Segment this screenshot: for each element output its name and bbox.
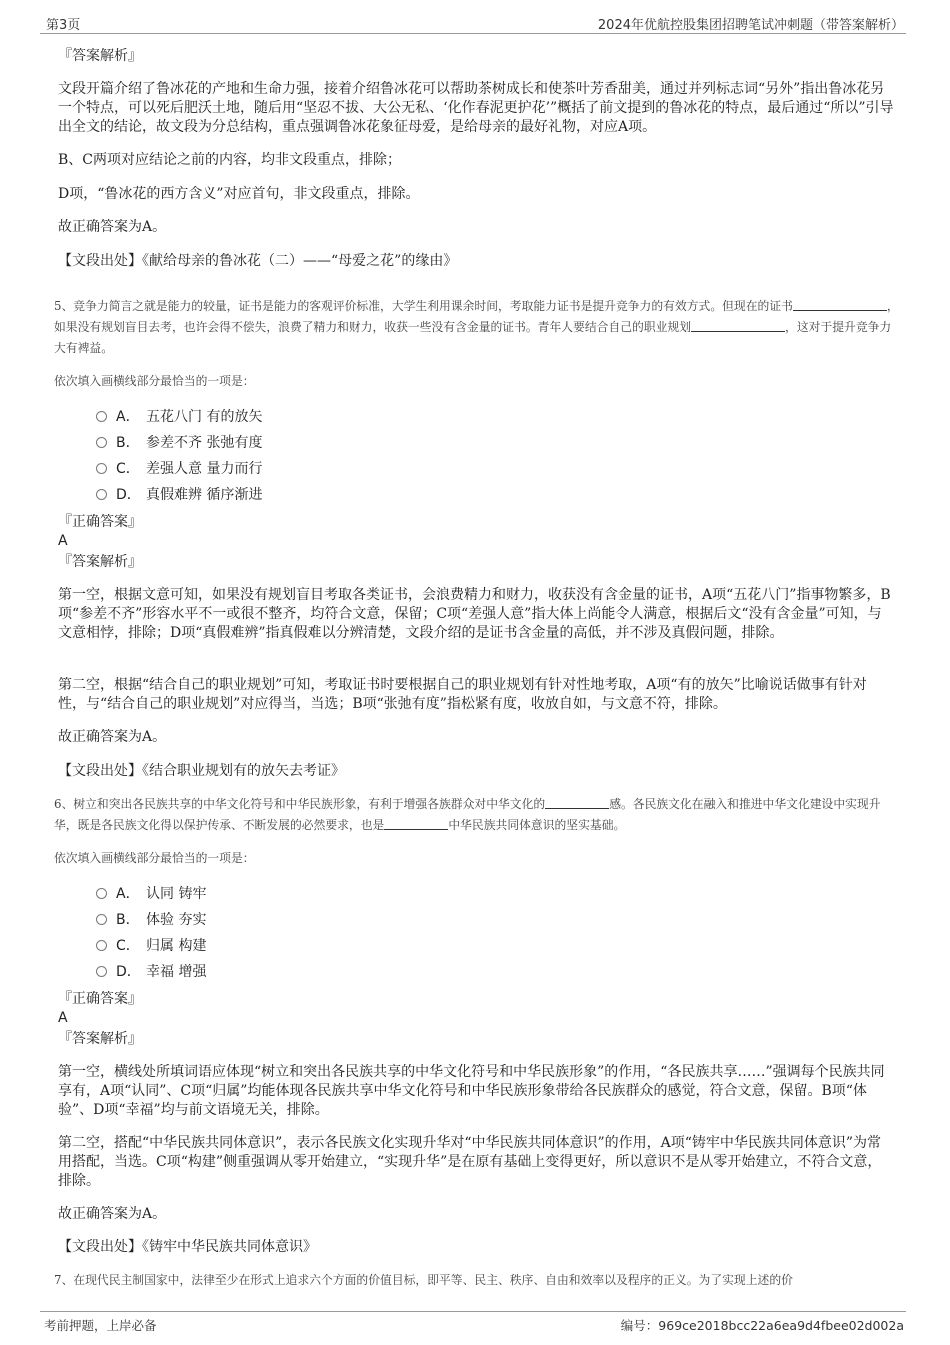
option-text: 五花八门 有的放矢 (146, 409, 263, 425)
footer-slogan: 考前押题，上岸必备 (44, 1318, 157, 1333)
q5-stem (54, 296, 900, 359)
q5-blank-1 (793, 297, 887, 311)
option-letter: D． (116, 964, 141, 980)
q6-stem-part-c: 中华民族共同体意识的坚实基础。 (448, 818, 626, 832)
option-letter: C． (116, 461, 140, 477)
q5-blank-2 (691, 318, 785, 332)
q4-source: 【文段出处】《献给母亲的鲁冰花（二）——“母爱之花”的缘由》 (58, 253, 458, 269)
q6-source: 【文段出处】《铸牢中华民族共同体意识》 (58, 1239, 317, 1255)
option-letter: B． (116, 435, 140, 451)
radio-icon[interactable] (96, 914, 107, 925)
radio-icon[interactable] (96, 888, 107, 899)
option-letter: B． (116, 912, 140, 928)
q5-option-a[interactable] (96, 407, 262, 427)
q5-correct-label: 『正确答案』 (58, 514, 142, 530)
q6-option-a[interactable] (96, 884, 206, 904)
option-letter: D． (116, 487, 141, 503)
option-text: 幸福 增强 (146, 964, 207, 980)
q6-option-c[interactable] (96, 936, 206, 956)
radio-icon[interactable] (96, 463, 107, 474)
radio-icon[interactable] (96, 489, 107, 500)
q5-analysis-label: 『答案解析』 (58, 554, 142, 570)
q5-option-d[interactable] (96, 485, 262, 505)
q5-analysis-p1: 第一空，根据文意可知，如果没有规划盲目考取各类证书，会浪费精力和财力，收获没有含金量的证书，A项“五花八门”指事物繁多，B项“参差不齐”形容水平不一或很不整齐，均符合文意，保留；C项“差强人意”指大体上尚能令人满意，根据后文“没有含金量”可知，与文意相悖，排除；D项“真假难辨”指真假难以分辨清楚，文段介绍的是证书含金量的高低，并不涉及真假问题，排除。 (58, 587, 891, 641)
option-letter: A． (116, 409, 140, 425)
q6-analysis-p1: 第一空，横线处所填词语应体现“树立和突出各民族共享的中华文化符号和中华民族形象”的作用，“各民族共享……”强调每个民族共同享有，A项“认同”、C项“归属”均能体现各民族共享中华文化符号和中华民族形象带给各民族群众的感觉，符合文意，保留。B项“体验”、D项“幸福”均与前文语境无关，排除。 (58, 1064, 885, 1118)
q6-prompt: 依次填入画横线部分最恰当的一项是： (54, 851, 255, 865)
q7-stem: 7、在现代民主制国家中，法律至少在形式上追求六个方面的价值目标，即平等、民主、秩序、自由和效率以及程序的正义。为了实现上述的价 (54, 1273, 793, 1287)
q6-correct-answer: A (58, 1010, 68, 1026)
option-text: 认同 铸牢 (146, 886, 207, 902)
q6-analysis-label: 『答案解析』 (58, 1031, 142, 1047)
q5-prompt: 依次填入画横线部分最恰当的一项是： (54, 374, 255, 388)
q4-analysis-p2: B、C两项对应结论之前的内容，均非文段重点，排除； (58, 152, 401, 168)
option-text: 真假难辨 循序渐进 (146, 487, 263, 503)
q6-answer-statement: 故正确答案为A。 (58, 1206, 167, 1222)
q4-answer-statement: 故正确答案为A。 (58, 219, 167, 235)
q6-stem-part-a: 6、树立和突出各民族共享的中华文化符号和中华民族形象，有利于增强各族群众对中华文化的 (54, 797, 546, 811)
q5-correct-answer: A (58, 533, 68, 549)
q6-stem (54, 794, 900, 836)
q4-analysis-p1: 文段开篇介绍了鲁冰花的产地和生命力强，接着介绍鲁冰花可以帮助茶树成长和使茶叶芳香甜美，通过并列标志词“另外”指出鲁冰花另一个特点，可以死后肥沃土地，随后用“坚忍不拔、大公无私、‘化作春泥更护花’”概括了前文提到的鲁冰花的特点，最后通过“所以”引导出全文的结论，故文段为分总结构，重点强调鲁冰花象征母爱，是给母亲的最好礼物，对应A项。 (58, 81, 894, 135)
q6-blank-1 (545, 795, 609, 809)
q5-option-c[interactable] (96, 459, 262, 479)
radio-icon[interactable] (96, 940, 107, 951)
option-letter: C． (116, 938, 140, 954)
q6-correct-label: 『正确答案』 (58, 991, 142, 1007)
radio-icon[interactable] (96, 411, 107, 422)
option-text: 归属 构建 (146, 938, 207, 954)
option-text: 参差不齐 张弛有度 (146, 435, 263, 451)
q6-option-d[interactable] (96, 962, 206, 982)
q6-blank-2 (384, 816, 448, 830)
option-text: 差强人意 量力而行 (146, 461, 263, 477)
q6-option-b[interactable] (96, 910, 206, 930)
q5-analysis-p2: 第二空，根据“结合自己的职业规划”可知，考取证书时要根据自己的职业规划有针对性地考取，A项“有的放矢”比喻说话做事有针对性，与“结合自己的职业规划”对应得当，当选；B项“张弛有度”指松紧有度，收放自如，与文意不符，排除。 (58, 677, 867, 712)
page-footer (40, 1311, 906, 1336)
q5-stem-part-c: ，这对于提升竞争力大有裨益。 (54, 320, 892, 355)
document-id: 编号：969ce2018bcc22a6ea9d4fbee02d002a (620, 1318, 904, 1333)
q5-source: 【文段出处】《结合职业规划有的放矢去考证》 (58, 763, 345, 779)
option-text: 体验 夯实 (146, 912, 207, 928)
q6-analysis-p2: 第二空，搭配“中华民族共同体意识”，表示各民族文化实现升华对“中华民族共同体意识”的作用，A项“铸牢中华民族共同体意识”为常用搭配，当选。C项“构建”侧重强调从零开始建立，“实现升华”是在原有基础上变得更好，所以意识不是从零开始建立，不符合文意，排除。 (58, 1135, 882, 1189)
q4-analysis-p3: D项，“鲁冰花的西方含义”对应首句，非文段重点，排除。 (58, 186, 420, 202)
page-header (40, 11, 906, 34)
q6-stem-part-b: 感。各民族文化在融入和推进中华文化建设中实现升华，既是各民族文化得以保护传承、不断发展的必然要求，也是 (54, 797, 881, 832)
q5-stem-part-b: ，如果没有规划盲目去考，也许会得不偿失，浪费了精力和财力，收获一些没有含金量的证书。青年人要结合自己的职业规划 (54, 299, 899, 334)
q5-stem-part-a: 5、竞争力简言之就是能力的较量，证书是能力的客观评价标准，大学生利用课余时间，考取能力证书是提升竞争力的有效方式。但现在的证书 (54, 299, 793, 313)
option-letter: A． (116, 886, 140, 902)
document-title: 2024年优航控股集团招聘笔试冲刺题（带答案解析） (597, 18, 904, 33)
radio-icon[interactable] (96, 437, 107, 448)
page-number: 第3页 (46, 18, 81, 33)
radio-icon[interactable] (96, 966, 107, 977)
q5-answer-statement: 故正确答案为A。 (58, 729, 167, 745)
q5-option-b[interactable] (96, 433, 262, 453)
q4-analysis-label: 『答案解析』 (58, 48, 142, 64)
